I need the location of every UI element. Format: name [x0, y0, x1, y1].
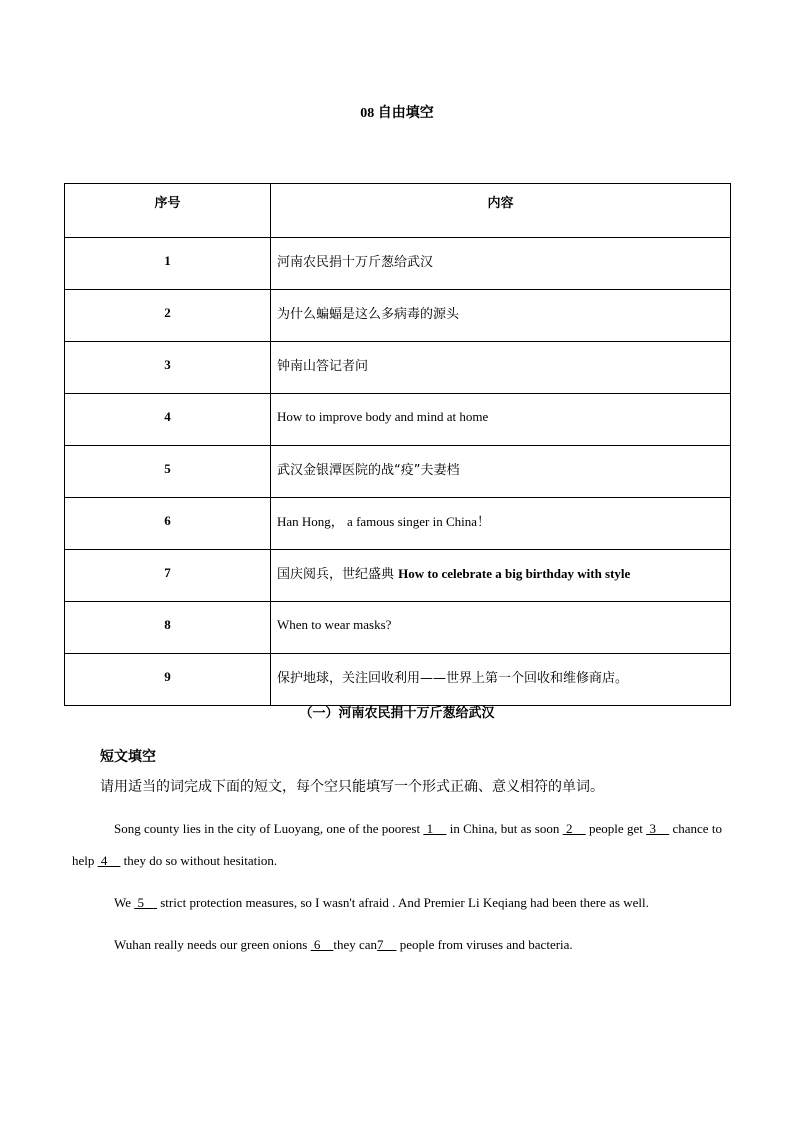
header-content: 内容	[271, 184, 731, 238]
table-row	[65, 394, 731, 446]
row-content-en: How to celebrate a big birthday with style	[398, 566, 631, 581]
table-row	[65, 342, 731, 394]
passage-text: We	[114, 895, 135, 910]
table-row	[65, 654, 731, 706]
table-row	[65, 498, 731, 550]
row-content-text: How to improve body and mind at home	[277, 408, 489, 424]
passage-text: chance to help	[72, 821, 722, 868]
passage-text: they do so without hesitation.	[120, 853, 278, 868]
row-content: 钟南山答记者问	[271, 342, 731, 394]
blank-5: 5	[134, 895, 157, 910]
passage-text: in China, but as soon	[446, 821, 563, 836]
row-content	[271, 550, 731, 602]
row-number: 9	[65, 654, 271, 706]
passage-text: strict protection measures, so I wasn't afraid . And Premier Li Keqiang had been there as well.	[157, 895, 649, 910]
exercise-title: 短文填空	[100, 749, 156, 765]
table-row	[65, 550, 731, 602]
table-row	[65, 602, 731, 654]
row-number: 2	[65, 290, 271, 342]
passage-text: they can	[333, 937, 378, 952]
row-content: 为什么蝙蝠是这么多病毒的源头	[271, 290, 731, 342]
table-row	[65, 238, 731, 290]
blank-4: 4	[97, 853, 121, 868]
blank-1: 1	[423, 821, 447, 836]
row-content: 保护地球，关注回收利用——世界上第一个回收和维修商店。	[271, 654, 731, 706]
row-content-text: Han Hong， a famous singer in China！	[277, 514, 491, 529]
blank-3: 3	[646, 821, 670, 836]
row-content: 河南农民捐十万斤葱给武汉	[271, 238, 731, 290]
row-number: 4	[65, 394, 271, 446]
header-number: 序号	[65, 184, 271, 238]
row-number: 1	[65, 238, 271, 290]
table-header-row	[65, 184, 731, 238]
row-number: 5	[65, 446, 271, 498]
passage-text: Wuhan really needs our green onions	[114, 937, 311, 952]
row-content-text: When to wear masks?	[277, 616, 392, 632]
row-number: 6	[65, 498, 271, 550]
row-number: 3	[65, 342, 271, 394]
section-title: （一）河南农民捐十万斤葱给武汉	[299, 706, 495, 721]
contents-table	[64, 183, 731, 706]
row-number: 8	[65, 602, 271, 654]
document-title: 08 自由填空	[360, 106, 434, 121]
exercise-instruction: 请用适当的词完成下面的短文，每个空只能填写一个形式正确、意义相符的单词。	[100, 779, 604, 795]
passage-text: people from viruses and bacteria.	[396, 937, 573, 952]
table-row	[65, 446, 731, 498]
blank-2: 2	[562, 821, 586, 836]
row-number: 7	[65, 550, 271, 602]
row-content: 武汉金银潭医院的战“疫”夫妻档	[271, 446, 731, 498]
row-content	[271, 498, 731, 550]
passage-text: people get	[585, 821, 647, 836]
row-content	[271, 602, 731, 654]
blank-6: 6	[310, 937, 334, 952]
passage-paragraph-2	[114, 887, 734, 919]
blank-7: 7	[377, 937, 397, 952]
passage-text: Song county lies in the city of Luoyang, one of the poorest	[114, 821, 424, 836]
passage-paragraph-3	[114, 929, 734, 961]
row-content	[271, 394, 731, 446]
passage-paragraph-1	[72, 813, 722, 877]
row-content-cn: 国庆阅兵，世纪盛典	[277, 567, 399, 582]
table-row	[65, 290, 731, 342]
